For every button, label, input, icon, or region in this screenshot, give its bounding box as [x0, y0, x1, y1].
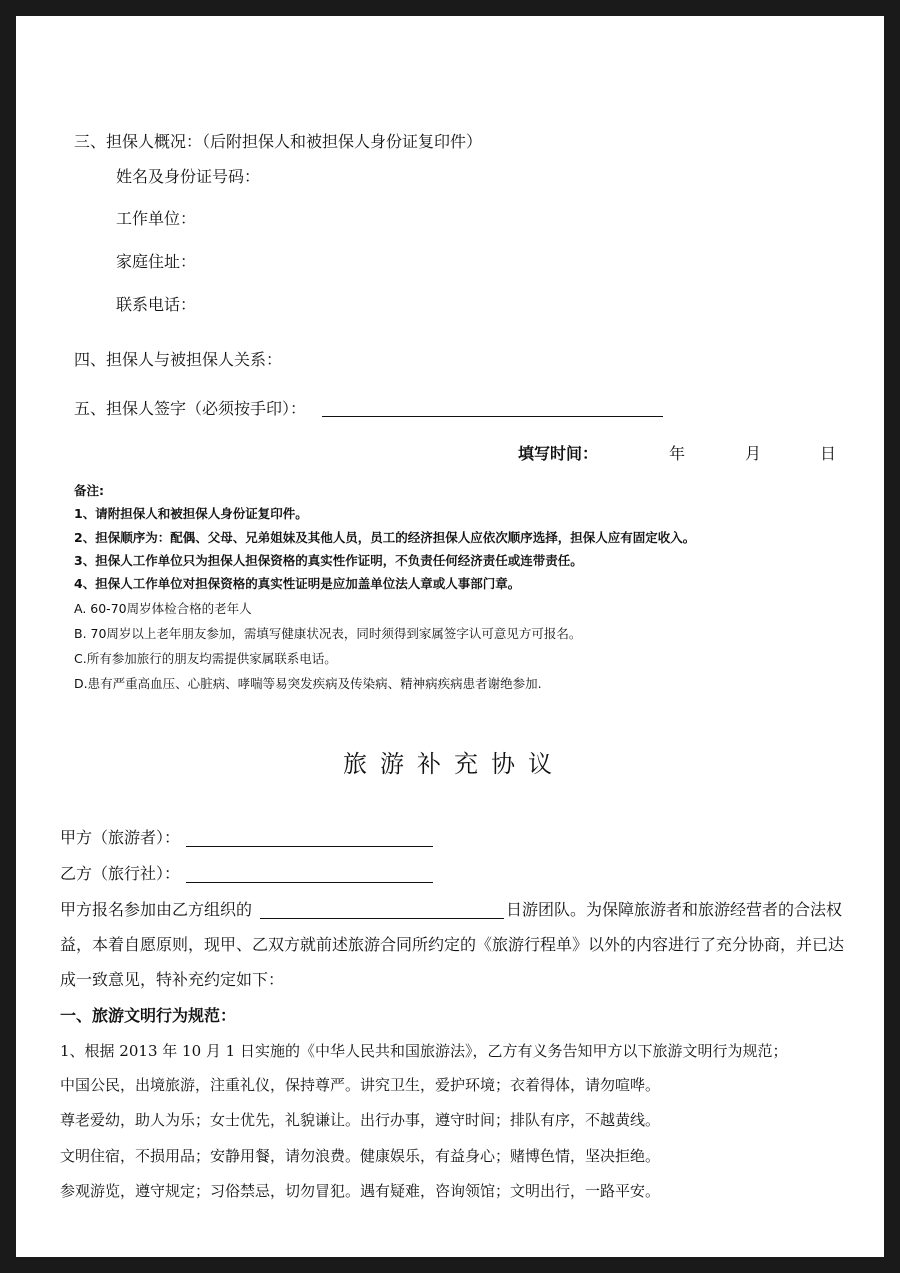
day-label: 日	[820, 444, 837, 463]
agreement-title: 旅游补充协议	[343, 750, 565, 778]
rule-intro: 1、根据 2013 年 10 月 1 日实施的《中华人民共和国旅游法》，乙方有义务告知甲方以下旅游文明行为规范；	[60, 1042, 788, 1060]
paragraph-prefix: 甲方报名参加由乙方组织的	[60, 900, 253, 919]
party-b-label: 乙方（旅行社）：	[60, 864, 181, 883]
section4-heading: 四、担保人与被担保人关系：	[74, 350, 283, 369]
paragraph-line3: 成一致意见，特补充约定如下：	[60, 970, 285, 989]
paragraph-line2: 益，本着自愿原则，现甲、乙双方就前述旅游合同所约定的《旅游行程单》以外的内容进行了充分协商，并已达	[60, 935, 845, 954]
month-label: 月	[745, 444, 762, 463]
note-item: 2、担保顺序为：配偶、父母、兄弟姐妹及其他人员，员工的经济担保人应依次顺序选择，担保人应有固定收入。	[74, 530, 696, 545]
notes-title: 备注:	[74, 483, 104, 498]
party-a-line[interactable]	[186, 846, 433, 847]
rule-line: 参观游览，遵守规定；习俗禁忌，切勿冒犯。遇有疑难，咨询领馆；文明出行，一路平安。	[60, 1182, 661, 1200]
paragraph-suffix: 日游团队。为保障旅游者和旅游经营者的合法权	[506, 900, 843, 919]
note-item: D.患有严重高血压、心脏病、哮喘等易突发疾病及传染病、精神病疾病患者谢绝参加.	[74, 676, 542, 691]
note-item: A. 60-70周岁体检合格的老年人	[74, 601, 252, 616]
fill-date-label: 填写时间：	[518, 444, 599, 463]
note-item: 3、担保人工作单位只为担保人担保资格的真实性作证明，不负责任何经济责任或连带责任。	[74, 553, 583, 568]
year-label: 年	[669, 444, 686, 463]
section1-heading: 一、旅游文明行为规范：	[60, 1006, 237, 1025]
note-item: B. 70周岁以上老年朋友参加，需填写健康状况表，同时须得到家属签字认可意见方可报名。	[74, 626, 582, 641]
work-unit-label: 工作单位：	[116, 209, 197, 228]
section5-heading: 五、担保人签字（必须按手印）：	[74, 399, 307, 418]
signature-line[interactable]	[322, 416, 663, 417]
document-page	[16, 16, 884, 1257]
party-a-label: 甲方（旅游者）：	[60, 828, 181, 847]
rule-line: 中国公民，出境旅游，注重礼仪，保持尊严。讲究卫生，爱护环境；衣着得体，请勿喧哗。	[60, 1076, 661, 1094]
rule-line: 文明住宿，不损用品；安静用餐，请勿浪费。健康娱乐，有益身心；赌博色情，坚决拒绝。	[60, 1147, 661, 1165]
name-id-label: 姓名及身份证号码：	[116, 167, 261, 186]
note-item: 1、请附担保人和被担保人身份证复印件。	[74, 506, 308, 521]
party-b-line[interactable]	[186, 882, 433, 883]
home-address-label: 家庭住址：	[116, 252, 197, 271]
section3-heading: 三、担保人概况：（后附担保人和被担保人身份证复印件）	[74, 132, 483, 151]
note-item: 4、担保人工作单位对担保资格的真实性证明是应加盖单位法人章或人事部门章。	[74, 576, 521, 591]
tour-name-line[interactable]	[260, 918, 504, 919]
rule-line: 尊老爱幼，助人为乐；女士优先，礼貌谦让。出行办事，遵守时间；排队有序，不越黄线。	[60, 1111, 661, 1129]
note-item: C.所有参加旅行的朋友均需提供家属联系电话。	[74, 651, 337, 666]
phone-label: 联系电话：	[116, 295, 197, 314]
